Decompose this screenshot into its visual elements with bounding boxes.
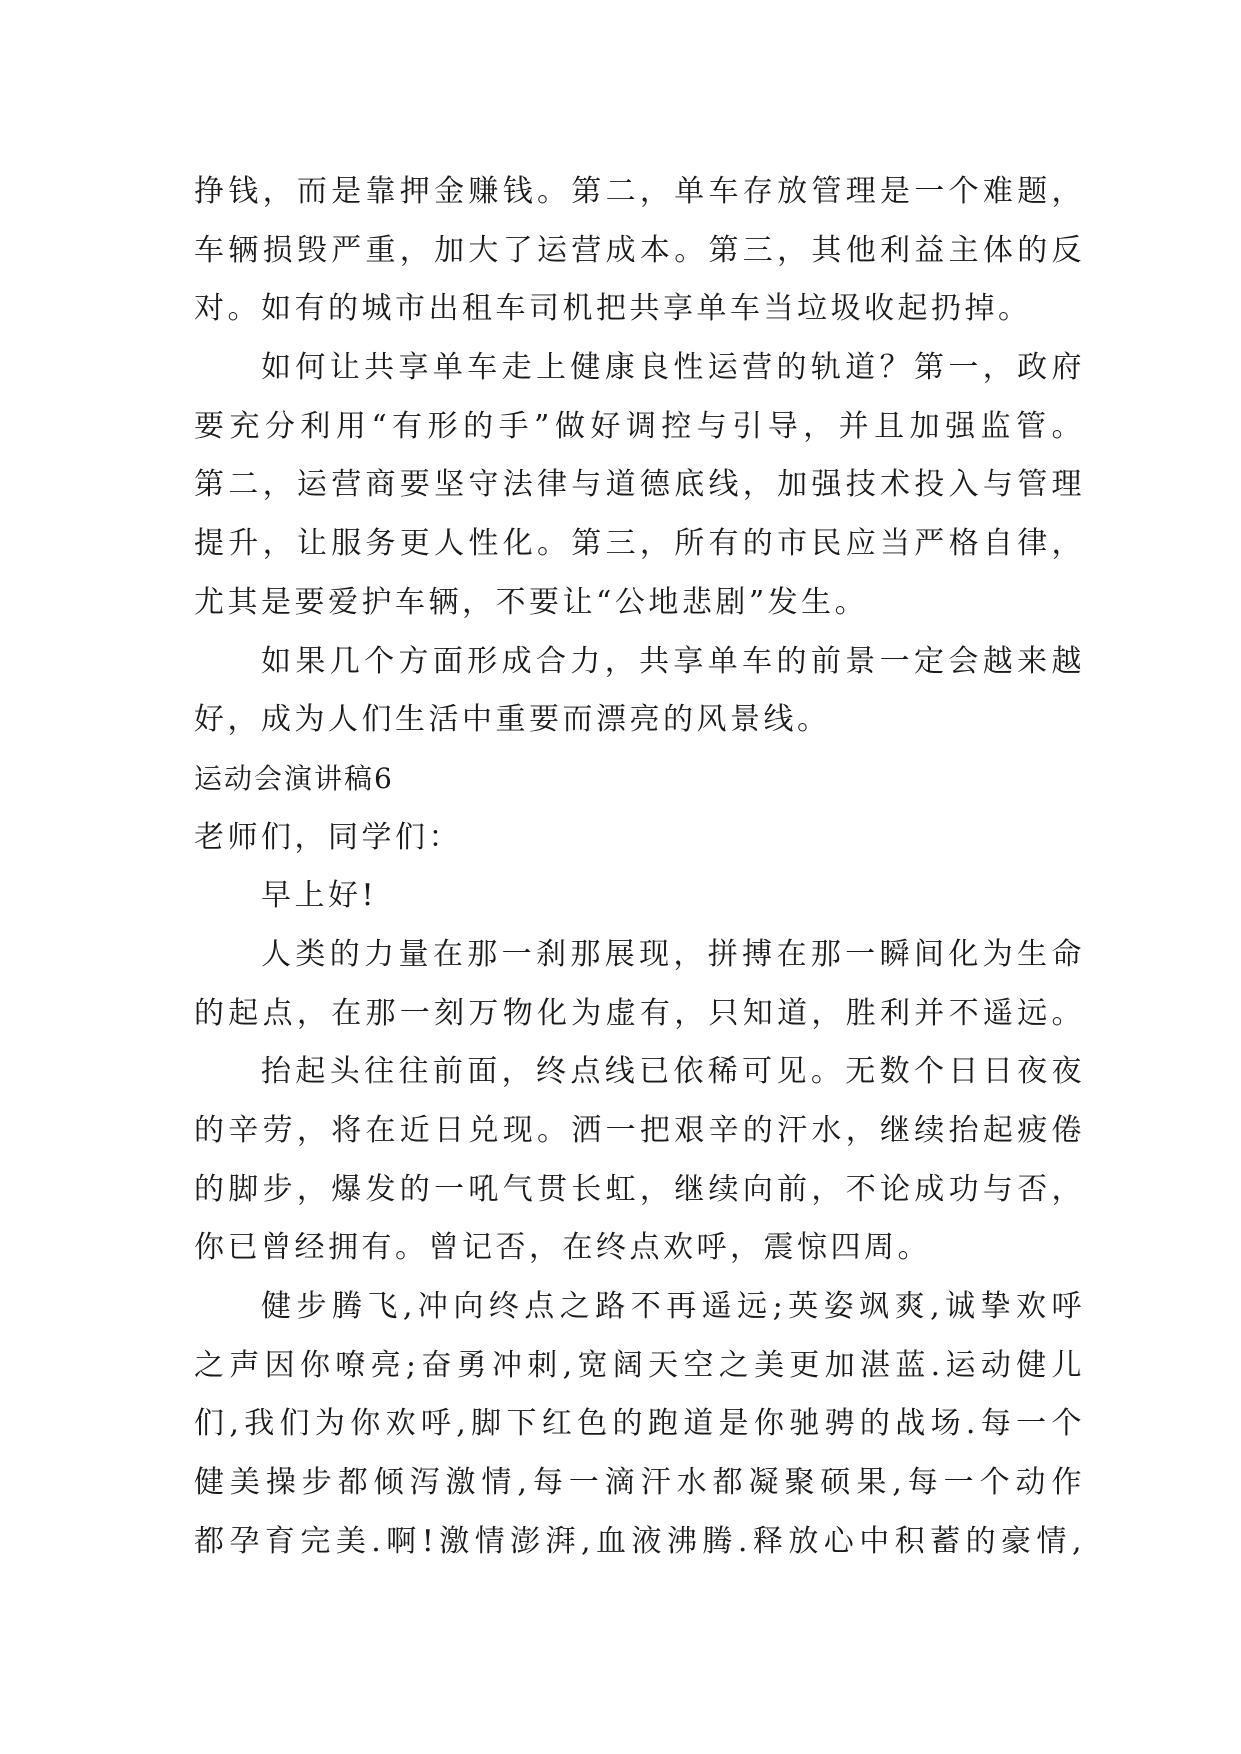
text-line: 挣钱，而是靠押金赚钱。第二，单车存放管理是一个难题， [194, 174, 1085, 209]
speech-greeting: 早上好! [261, 878, 378, 914]
paragraph [194, 633, 1085, 750]
text-line: 第二，运营商要坚守法律与道德底线，加强技术投入与管理 [194, 467, 1085, 503]
text-line: 们,我们为你欢呼,脚下红色的跑道是你驰骋的战场.每一个 [194, 1406, 1085, 1442]
text-line: 的辛劳，将在近日兑现。洒一把艰辛的汗水，继续抬起疲倦 [194, 1113, 1085, 1148]
text-line: 提升，让服务更人性化。第三，所有的市民应当严格自律， [194, 526, 1085, 562]
text-line: 抬起头往往前面，终点线已依稀可见。无数个日日夜夜 [261, 1054, 1085, 1090]
text-line: 如何让共享单车走上健康良性运营的轨道？第一，政府 [261, 350, 1085, 386]
text-line: 对。如有的城市出租车司机把共享单车当垃圾收起扔掉。 [194, 291, 1032, 327]
text-line: 健美操步都倾泻激情,每一滴汗水都凝聚硕果,每一个动作 [194, 1465, 1085, 1501]
paragraph [194, 926, 1085, 1043]
text-line: 好，成为人们生活中重要而漂亮的风景线。 [194, 702, 831, 738]
text-line: 要充分利用“有形的手”做好调控与引导，并且加强监管。 [194, 408, 1085, 444]
text-line: 之声因你嘹亮;奋勇冲刺,宽阔天空之美更加湛蓝.运动健儿 [194, 1347, 1085, 1383]
text-line: 如果几个方面形成合力，共享单车的前景一定会越来越 [261, 643, 1085, 679]
text-line: 的起点，在那一刻万物化为虚有，只知道，胜利并不遥远。 [194, 995, 1085, 1031]
text-line: 健步腾飞,冲向终点之路不再遥远;英姿飒爽,诚挚欢呼 [261, 1289, 1085, 1325]
paragraph [194, 339, 1085, 632]
text-line: 你已曾经拥有。曾记否，在终点欢呼，震惊四周。 [194, 1230, 931, 1266]
text-line: 尤其是要爱护车辆，不要让“公地悲剧”发生。 [194, 584, 869, 620]
text-line: 车辆损毁严重，加大了运营成本。第三，其他利益主体的反 [194, 232, 1085, 268]
text-line: 都孕育完美.啊!激情澎湃,血液沸腾.释放心中积蓄的豪情, [194, 1523, 1085, 1559]
speech-salutation: 老师们，同学们： [194, 819, 462, 855]
paragraph [194, 1043, 1085, 1278]
text-line: 人类的力量在那一刹那展现，拼搏在那一瞬间化为生命 [261, 936, 1085, 972]
text-line: 的脚步，爆发的一吼气贯长虹，继续向前，不论成功与否， [194, 1171, 1085, 1207]
speech-title: 运动会演讲稿6 [194, 761, 394, 795]
paragraph [194, 163, 1085, 339]
paragraph [194, 1278, 1085, 1571]
document-body [194, 163, 1085, 1572]
